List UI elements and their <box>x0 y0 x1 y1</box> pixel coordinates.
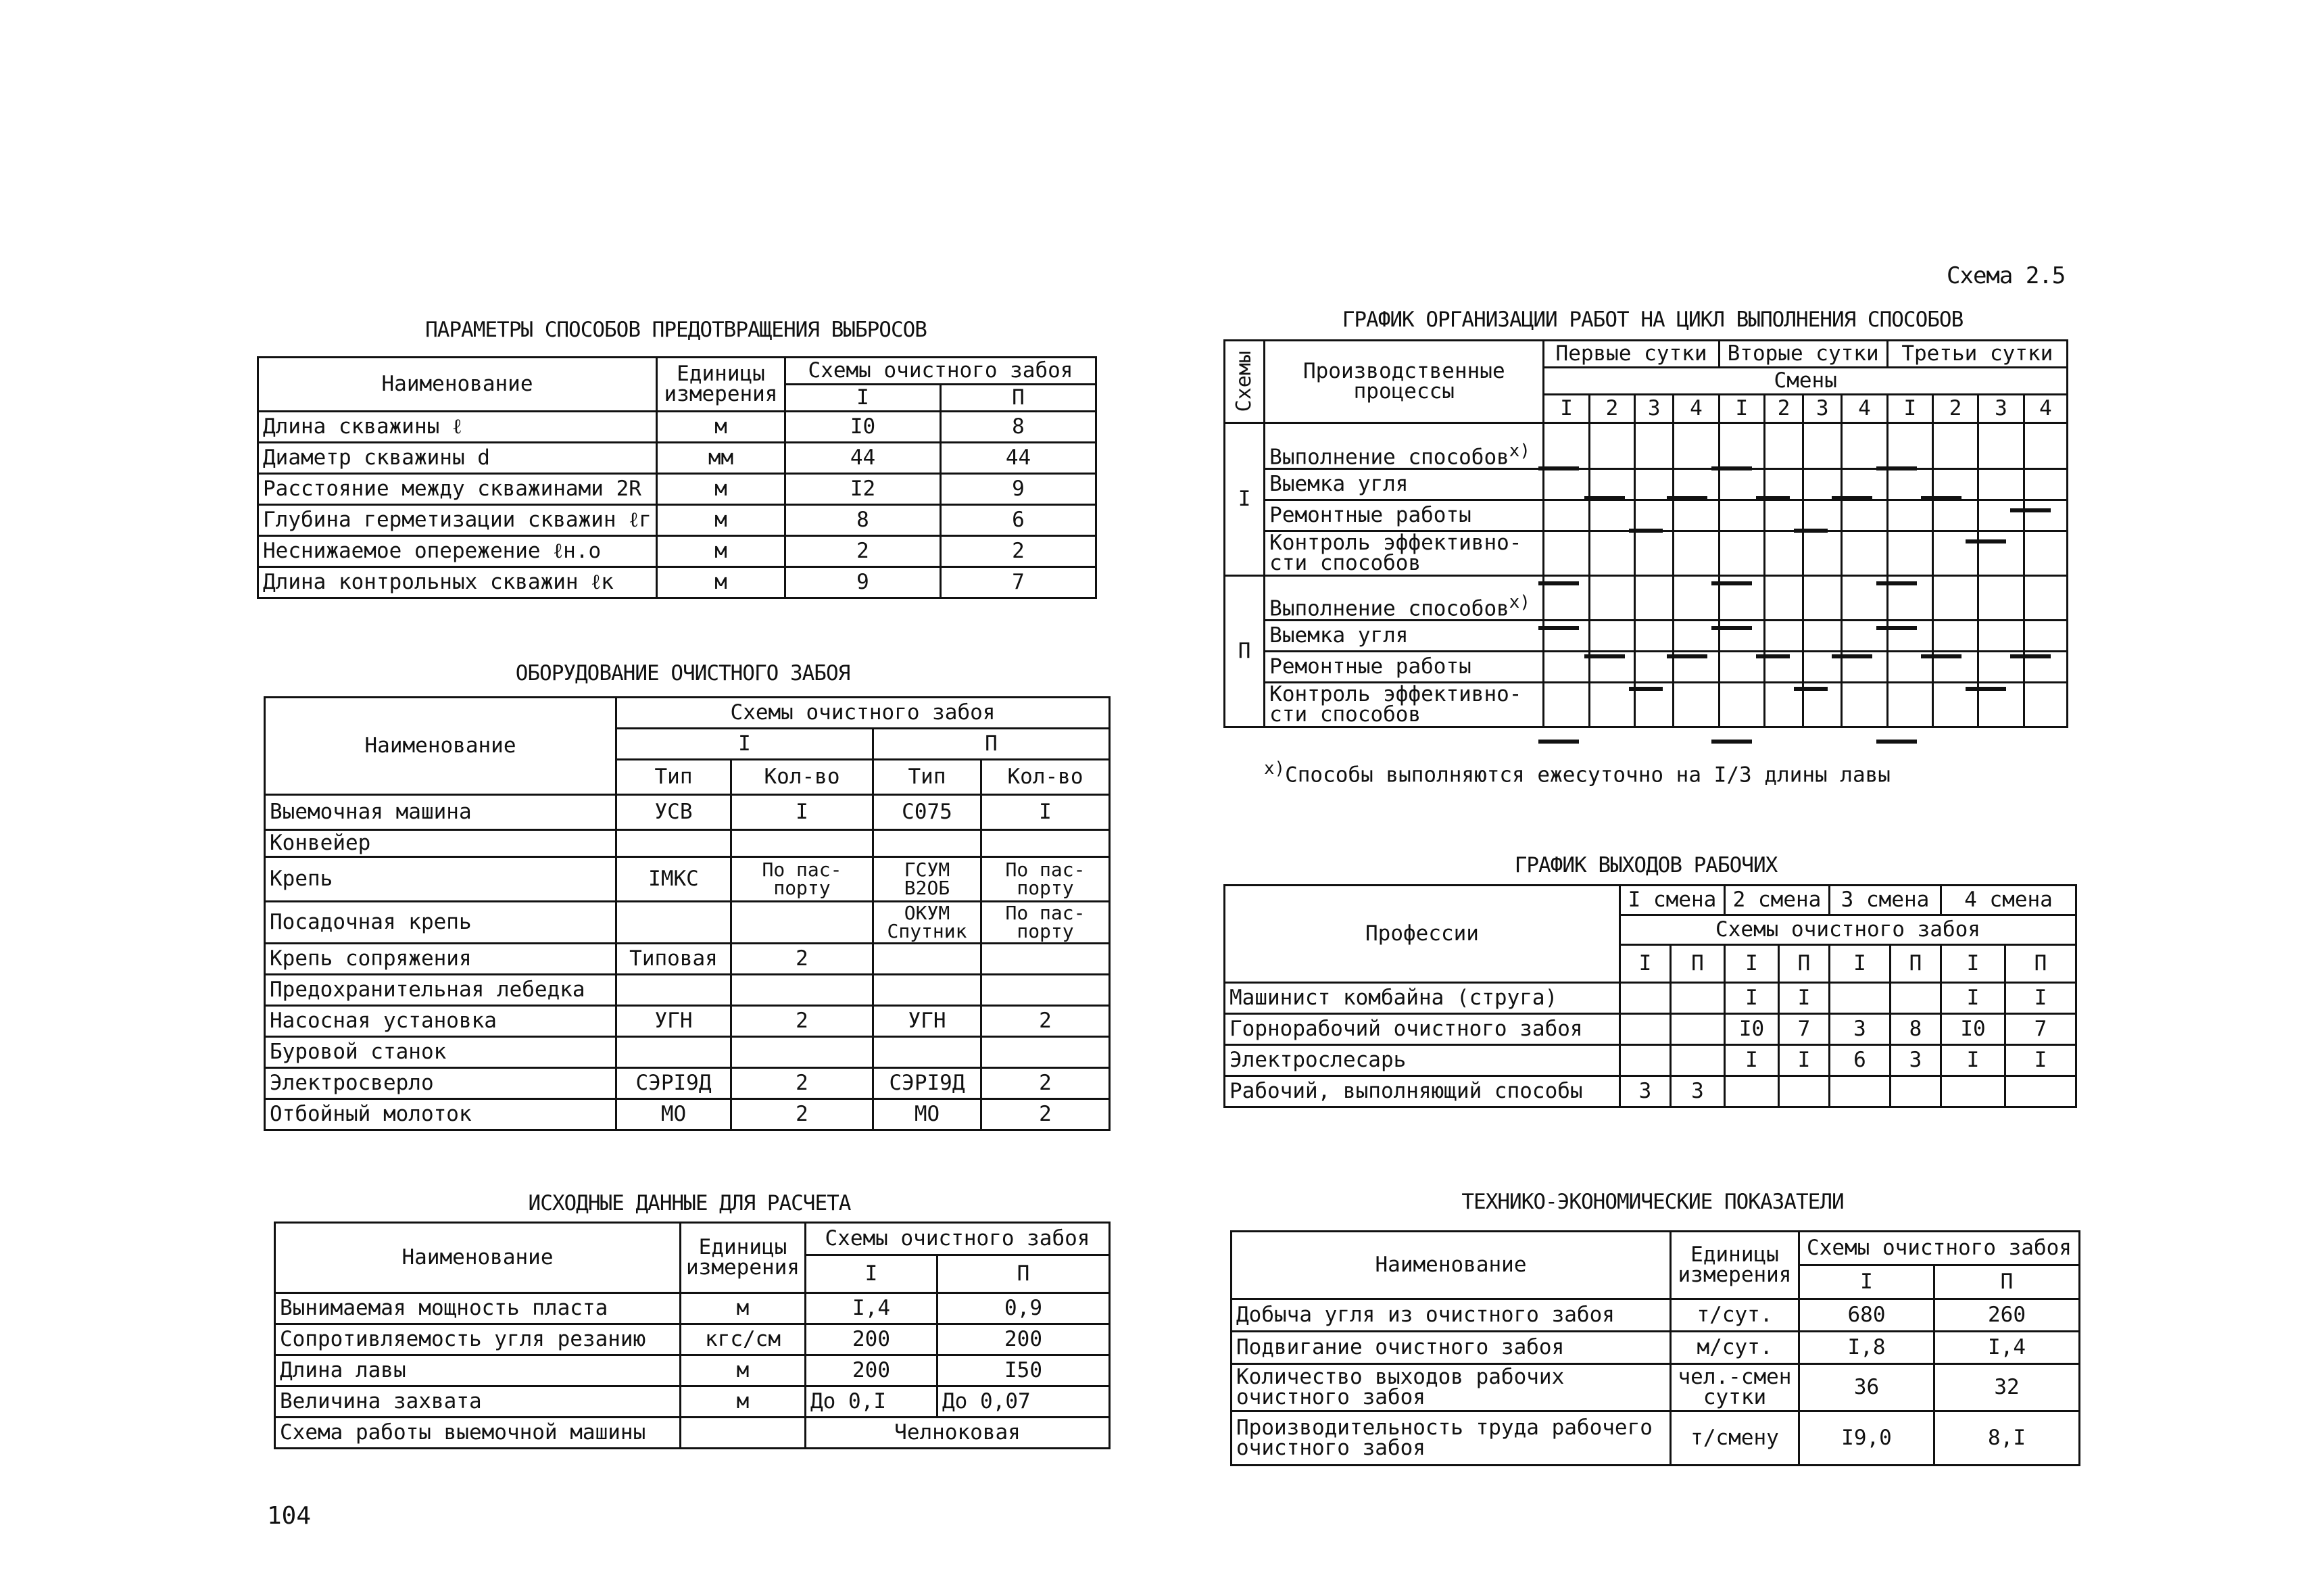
equipment-q2 <box>981 1037 1110 1068</box>
worker-count: I <box>1725 983 1779 1014</box>
workers-sub: I <box>1830 945 1891 983</box>
equipment-t1 <box>616 975 731 1006</box>
shift-number: I <box>1544 395 1589 423</box>
equipment-t1: Типовая <box>616 944 731 975</box>
gantt-bar <box>1756 654 1790 658</box>
footnote-mark: х) <box>1264 758 1286 779</box>
param-s1: 9 <box>785 567 941 598</box>
equipment-header-type: Тип <box>873 760 981 795</box>
gantt-bar <box>1832 654 1872 658</box>
gantt-bar <box>2010 508 2051 512</box>
worker-count: 3 <box>1830 1014 1891 1045</box>
worker-count: I <box>1941 1045 2005 1076</box>
equipment-header-s2: П <box>873 729 1110 760</box>
equipment-name: Крепь сопряжения <box>265 944 616 975</box>
input-unit: м <box>681 1386 806 1418</box>
equipment-q2 <box>981 975 1110 1006</box>
schedule-header-day1: Первые сутки <box>1544 341 1719 368</box>
gantt-bar <box>1794 687 1828 691</box>
table-row <box>265 944 1110 975</box>
schedule-row <box>1225 621 2068 652</box>
worker-count: I <box>1779 1045 1830 1076</box>
workers-header-shift4: 4 смена <box>1941 886 2076 915</box>
input-header-name: Наименование <box>275 1223 681 1293</box>
shift-number: I <box>1719 395 1764 423</box>
input-name: Сопротивляемость угля резанию <box>275 1324 681 1355</box>
input-data-title: ИСХОДНЫЕ ДАННЫЕ ДЛЯ РАСЧЕТА <box>528 1191 851 1215</box>
param-name: Диаметр скважины d <box>258 443 657 474</box>
schedule-footnote: $^{х)}$Способы выполняются ежесуточно на I/3 длины лавы <box>1264 758 1891 788</box>
param-s2: 6 <box>941 505 1096 536</box>
indicator-unit: м/сут. <box>1671 1332 1799 1364</box>
table-row <box>1232 1299 2080 1332</box>
param-unit: м <box>657 536 785 567</box>
table-row <box>1225 983 2076 1014</box>
equipment-t1: СЭРI9Д <box>616 1068 731 1099</box>
equipment-name: Конвейер <box>265 830 616 857</box>
gantt-bar <box>1921 496 1961 500</box>
footnote-superscript: х) <box>1509 440 1530 461</box>
gantt-bar <box>1538 466 1579 470</box>
table-row <box>265 795 1110 830</box>
param-name: Длина скважины ℓ <box>258 412 657 443</box>
equipment-t2: С075 <box>873 795 981 830</box>
shift-number: 2 <box>1764 395 1803 423</box>
schedule-process: Ремонтные работы <box>1265 652 1544 683</box>
param-s1: I0 <box>785 412 941 443</box>
shift-number: 2 <box>1932 395 1978 423</box>
input-name: Схема работы выемочной машины <box>275 1418 681 1449</box>
worker-count <box>1671 983 1725 1014</box>
param-unit: м <box>657 474 785 505</box>
gantt-bar <box>1711 581 1752 585</box>
equipment-t2 <box>873 830 981 857</box>
gantt-bar <box>1711 740 1752 744</box>
indicators-header-name: Наименование <box>1232 1232 1671 1299</box>
gantt-bar <box>1538 581 1579 585</box>
schedule-header-day2: Вторые сутки <box>1719 341 1887 368</box>
schedule-table <box>1223 339 2068 728</box>
schedule-process: Выполнение способов$^{х)}$ <box>1265 576 1544 621</box>
shift-number: 4 <box>1674 395 1719 423</box>
shift-number: 4 <box>1842 395 1887 423</box>
table-row <box>258 443 1096 474</box>
param-s2: 44 <box>941 443 1096 474</box>
indicator-s1: I9,0 <box>1799 1411 1934 1466</box>
equipment-t2: ОКУМ Спутник <box>873 902 981 944</box>
input-s2: 200 <box>937 1324 1110 1355</box>
equipment-q1: 2 <box>731 944 873 975</box>
input-s2: I50 <box>937 1355 1110 1386</box>
equipment-q2: I <box>981 795 1110 830</box>
schedule-title: ГРАФИК ОРГАНИЗАЦИИ РАБОТ НА ЦИКЛ ВЫПОЛНЕНИЯ СПОСОБОВ <box>1342 308 1964 332</box>
worker-count <box>1830 1076 1891 1107</box>
table-row <box>1225 1076 2076 1107</box>
equipment-t1 <box>616 830 731 857</box>
param-s1: 2 <box>785 536 941 567</box>
equipment-q1 <box>731 975 873 1006</box>
table-row <box>1232 1332 2080 1364</box>
table-row <box>258 474 1096 505</box>
params-header-s2: П <box>941 385 1096 412</box>
input-data-table <box>274 1222 1111 1449</box>
input-unit: м <box>681 1293 806 1324</box>
workers-table <box>1223 884 2077 1108</box>
input-s2: 0,9 <box>937 1293 1110 1324</box>
table-row <box>1225 1045 2076 1076</box>
workers-header-shift1: I смена <box>1620 886 1725 915</box>
param-s1: 44 <box>785 443 941 474</box>
table-row <box>275 1324 1110 1355</box>
input-header-s2: П <box>937 1255 1110 1293</box>
table-row <box>275 1386 1110 1418</box>
param-unit: м <box>657 412 785 443</box>
equipment-t2: СЭРI9Д <box>873 1068 981 1099</box>
table-row <box>265 1006 1110 1037</box>
schedule-process: Выемка угля <box>1265 621 1544 652</box>
table-row <box>275 1293 1110 1324</box>
equipment-q1: I <box>731 795 873 830</box>
indicator-name: Производительность труда рабочего очистного забоя <box>1232 1411 1671 1466</box>
params-title: ПАРАМЕТРЫ СПОСОБОВ ПРЕДОТВРАЩЕНИЯ ВЫБРОСОВ <box>425 318 927 342</box>
gantt-bar <box>1538 626 1579 630</box>
param-s2: 9 <box>941 474 1096 505</box>
gantt-bar <box>1711 626 1752 630</box>
shift-number: 4 <box>2024 395 2067 423</box>
worker-profession: Электрослесарь <box>1225 1045 1620 1076</box>
workers-sub: П <box>1671 945 1725 983</box>
shift-number: 2 <box>1589 395 1634 423</box>
table-row <box>1232 1411 2080 1466</box>
equipment-name: Отбойный молоток <box>265 1099 616 1130</box>
schedule-row <box>1225 469 2068 500</box>
input-s1: I,4 <box>806 1293 937 1324</box>
params-header-units: Единицы измерения <box>657 358 785 412</box>
schedule-scheme: I <box>1225 423 1265 576</box>
param-s1: 8 <box>785 505 941 536</box>
equipment-header-s1: I <box>616 729 873 760</box>
worker-count <box>2005 1076 2076 1107</box>
worker-profession: Машинист комбайна (струга) <box>1225 983 1620 1014</box>
worker-count: 6 <box>1830 1045 1891 1076</box>
table-row <box>265 1099 1110 1130</box>
worker-count <box>1891 1076 1941 1107</box>
table-row <box>265 975 1110 1006</box>
equipment-q2 <box>981 944 1110 975</box>
schedule-row <box>1225 423 2068 469</box>
workers-header-schemes: Схемы очистного забоя <box>1620 915 2076 945</box>
workers-sub: I <box>1941 945 2005 983</box>
indicators-header-s2: П <box>1934 1265 2080 1299</box>
gantt-bar <box>1876 581 1917 585</box>
equipment-header-type: Тип <box>616 760 731 795</box>
workers-header-shift2: 2 смена <box>1725 886 1830 915</box>
worker-count: 3 <box>1671 1076 1725 1107</box>
equipment-q2: 2 <box>981 1068 1110 1099</box>
table-row <box>258 567 1096 598</box>
worker-count: 8 <box>1891 1014 1941 1045</box>
indicator-unit: т/сут. <box>1671 1299 1799 1332</box>
worker-count: I <box>2005 983 2076 1014</box>
worker-count: I0 <box>1725 1014 1779 1045</box>
indicator-s1: I,8 <box>1799 1332 1934 1364</box>
input-name: Длина лавы <box>275 1355 681 1386</box>
param-s2: 2 <box>941 536 1096 567</box>
worker-count: 3 <box>1891 1045 1941 1076</box>
equipment-t2 <box>873 1037 981 1068</box>
input-header-units: Единицы измерения <box>681 1223 806 1293</box>
equipment-t2: ГСУМ В2ОБ <box>873 857 981 902</box>
indicator-name: Добыча угля из очистного забоя <box>1232 1299 1671 1332</box>
equipment-q2: 2 <box>981 1099 1110 1130</box>
schedule-header-shifts: Смены <box>1544 368 2068 395</box>
equipment-t1 <box>616 902 731 944</box>
equipment-t2 <box>873 944 981 975</box>
equipment-title: ОБОРУДОВАНИЕ ОЧИСТНОГО ЗАБОЯ <box>515 661 850 685</box>
workers-sub: П <box>1779 945 1830 983</box>
worker-count: 7 <box>2005 1014 2076 1045</box>
worker-count: I <box>2005 1045 2076 1076</box>
input-unit: кгс/см <box>681 1324 806 1355</box>
table-row <box>1232 1364 2080 1411</box>
gantt-bar <box>1966 687 2006 691</box>
param-name: Неснижаемое опережение ℓн.о <box>258 536 657 567</box>
shift-number: 3 <box>1803 395 1842 423</box>
indicator-s2: 8,I <box>1934 1411 2080 1466</box>
worker-count <box>1620 1045 1671 1076</box>
param-unit: м <box>657 505 785 536</box>
schedule-chart <box>1223 339 2068 745</box>
schedule-process: Выполнение способов$^{х)}$ <box>1265 423 1544 469</box>
gantt-bar <box>1584 496 1625 500</box>
input-s1: 200 <box>806 1324 937 1355</box>
equipment-header-schemes: Схемы очистного забоя <box>616 698 1110 729</box>
input-name: Вынимаемая мощность пласта <box>275 1293 681 1324</box>
indicator-name: Количество выходов рабочих очистного забоя <box>1232 1364 1671 1411</box>
param-name: Длина контрольных скважин ℓк <box>258 567 657 598</box>
gantt-bar <box>1832 496 1872 500</box>
equipment-t1: МО <box>616 1099 731 1130</box>
input-name: Величина захвата <box>275 1386 681 1418</box>
table-row <box>265 902 1110 944</box>
worker-count: 7 <box>1779 1014 1830 1045</box>
equipment-table <box>264 696 1111 1131</box>
gantt-bar <box>1629 529 1663 533</box>
input-value: Челноковая <box>806 1418 1110 1449</box>
input-s2: До 0,07 <box>937 1386 1110 1418</box>
gantt-bar <box>2010 654 2051 658</box>
workers-title: ГРАФИК ВЫХОДОВ РАБОЧИХ <box>1514 853 1778 877</box>
workers-header-profession: Профессии <box>1225 886 1620 983</box>
worker-count: I <box>1779 983 1830 1014</box>
gantt-bar <box>1756 496 1790 500</box>
gantt-bar <box>1584 654 1625 658</box>
equipment-header-qty: Кол-во <box>981 760 1110 795</box>
gantt-bar <box>1876 626 1917 630</box>
worker-profession: Рабочий, выполняющий способы <box>1225 1076 1620 1107</box>
worker-count <box>1830 983 1891 1014</box>
gantt-bar <box>1876 740 1917 744</box>
equipment-q1: По пас- порту <box>731 857 873 902</box>
indicator-unit: чел.-смен сутки <box>1671 1364 1799 1411</box>
gantt-bar <box>1966 539 2006 543</box>
equipment-t1: УСВ <box>616 795 731 830</box>
param-s2: 7 <box>941 567 1096 598</box>
schedule-header-schemes: Схемы <box>1232 351 1257 412</box>
scheme-label: Схема 2.5 <box>1947 262 2066 289</box>
worker-count <box>1941 1076 2005 1107</box>
workers-sub: I <box>1725 945 1779 983</box>
param-unit: мм <box>657 443 785 474</box>
params-table <box>257 356 1097 599</box>
worker-count: I <box>1941 983 2005 1014</box>
equipment-t1: IМКС <box>616 857 731 902</box>
indicator-unit: т/смену <box>1671 1411 1799 1466</box>
indicators-title: ТЕХНИКО-ЭКОНОМИЧЕСКИЕ ПОКАЗАТЕЛИ <box>1461 1190 1844 1214</box>
param-s2: 8 <box>941 412 1096 443</box>
gantt-bar <box>1538 740 1579 744</box>
worker-profession: Горнорабочий очистного забоя <box>1225 1014 1620 1045</box>
equipment-name: Выемочная машина <box>265 795 616 830</box>
gantt-bar <box>1667 496 1707 500</box>
equipment-name: Насосная установка <box>265 1006 616 1037</box>
schedule-row <box>1225 531 2068 576</box>
indicators-header-units: Единицы измерения <box>1671 1232 1799 1299</box>
params-header-schemes: Схемы очистного забоя <box>785 358 1096 385</box>
equipment-header-qty: Кол-во <box>731 760 873 795</box>
schedule-row <box>1225 576 2068 621</box>
equipment-name: Электросверло <box>265 1068 616 1099</box>
worker-count: I <box>1725 1045 1779 1076</box>
schedule-process: Ремонтные работы <box>1265 500 1544 531</box>
param-unit: м <box>657 567 785 598</box>
equipment-header-name: Наименование <box>265 698 616 795</box>
equipment-q1: 2 <box>731 1099 873 1130</box>
schedule-process: Выемка угля <box>1265 469 1544 500</box>
worker-count: I0 <box>1941 1014 2005 1045</box>
table-row <box>258 505 1096 536</box>
equipment-t2: МО <box>873 1099 981 1130</box>
table-row <box>265 857 1110 902</box>
schedule-scheme: П <box>1225 576 1265 727</box>
param-name: Расстояние между скважинами 2R <box>258 474 657 505</box>
worker-count <box>1891 983 1941 1014</box>
table-row <box>1225 1014 2076 1045</box>
indicators-table <box>1230 1230 2080 1466</box>
equipment-name: Предохранительная лебедка <box>265 975 616 1006</box>
worker-count: 3 <box>1620 1076 1671 1107</box>
input-header-s1: I <box>806 1255 937 1293</box>
footnote-superscript: х) <box>1509 591 1530 612</box>
schedule-header-schemes-cell <box>1225 341 1265 423</box>
worker-count <box>1779 1076 1830 1107</box>
param-s1: I2 <box>785 474 941 505</box>
indicator-name: Подвигание очистного забоя <box>1232 1332 1671 1364</box>
workers-sub: П <box>2005 945 2076 983</box>
gantt-bar <box>1921 654 1961 658</box>
shift-number: I <box>1887 395 1932 423</box>
equipment-q1: 2 <box>731 1006 873 1037</box>
schedule-process: Контроль эффективно- сти способов <box>1265 531 1544 576</box>
worker-count <box>1671 1045 1725 1076</box>
indicator-s1: 680 <box>1799 1299 1934 1332</box>
schedule-header-day3: Третьи сутки <box>1887 341 2067 368</box>
equipment-t2: УГН <box>873 1006 981 1037</box>
params-header-name: Наименование <box>258 358 657 412</box>
table-row <box>258 536 1096 567</box>
gantt-bar <box>1711 466 1752 470</box>
table-row <box>258 412 1096 443</box>
shift-number: 3 <box>1635 395 1674 423</box>
indicator-s2: 32 <box>1934 1364 2080 1411</box>
indicators-header-s1: I <box>1799 1265 1934 1299</box>
input-s1: До 0,I <box>806 1386 937 1418</box>
indicator-s1: 36 <box>1799 1364 1934 1411</box>
page-number: 104 <box>267 1502 312 1530</box>
table-row <box>265 1068 1110 1099</box>
table-row <box>275 1418 1110 1449</box>
indicator-s2: 260 <box>1934 1299 2080 1332</box>
worker-count <box>1671 1014 1725 1045</box>
input-unit <box>681 1418 806 1449</box>
equipment-q1 <box>731 830 873 857</box>
worker-count <box>1620 1014 1671 1045</box>
equipment-q1: 2 <box>731 1068 873 1099</box>
schedule-row <box>1225 500 2068 531</box>
equipment-q2: 2 <box>981 1006 1110 1037</box>
equipment-q1 <box>731 1037 873 1068</box>
gantt-bar <box>1629 687 1663 691</box>
schedule-header-processes: Производственные процессы <box>1265 341 1544 423</box>
indicator-s2: I,4 <box>1934 1332 2080 1364</box>
shift-number: 3 <box>1978 395 2024 423</box>
param-name: Глубина герметизации скважин ℓг <box>258 505 657 536</box>
equipment-name: Крепь <box>265 857 616 902</box>
workers-sub: I <box>1620 945 1671 983</box>
input-header-schemes: Схемы очистного забоя <box>806 1223 1110 1255</box>
input-unit: м <box>681 1355 806 1386</box>
equipment-t1: УГН <box>616 1006 731 1037</box>
table-row <box>265 830 1110 857</box>
equipment-name: Посадочная крепь <box>265 902 616 944</box>
equipment-t1 <box>616 1037 731 1068</box>
workers-header-shift3: 3 смена <box>1830 886 1941 915</box>
gantt-bar <box>1876 466 1917 470</box>
equipment-q2 <box>981 830 1110 857</box>
equipment-q2: По пас- порту <box>981 857 1110 902</box>
gantt-bar <box>1794 529 1828 533</box>
params-header-s1: I <box>785 385 941 412</box>
indicators-header-schemes: Схемы очистного забоя <box>1799 1232 2080 1265</box>
input-s1: 200 <box>806 1355 937 1386</box>
table-row <box>275 1355 1110 1386</box>
worker-count <box>1725 1076 1779 1107</box>
worker-count <box>1620 983 1671 1014</box>
table-row <box>265 1037 1110 1068</box>
schedule-process: Контроль эффективно- сти способов <box>1265 683 1544 727</box>
equipment-t2 <box>873 975 981 1006</box>
gantt-bar <box>1667 654 1707 658</box>
workers-sub: П <box>1891 945 1941 983</box>
equipment-q1 <box>731 902 873 944</box>
equipment-q2: По пас- порту <box>981 902 1110 944</box>
equipment-name: Буровой станок <box>265 1037 616 1068</box>
